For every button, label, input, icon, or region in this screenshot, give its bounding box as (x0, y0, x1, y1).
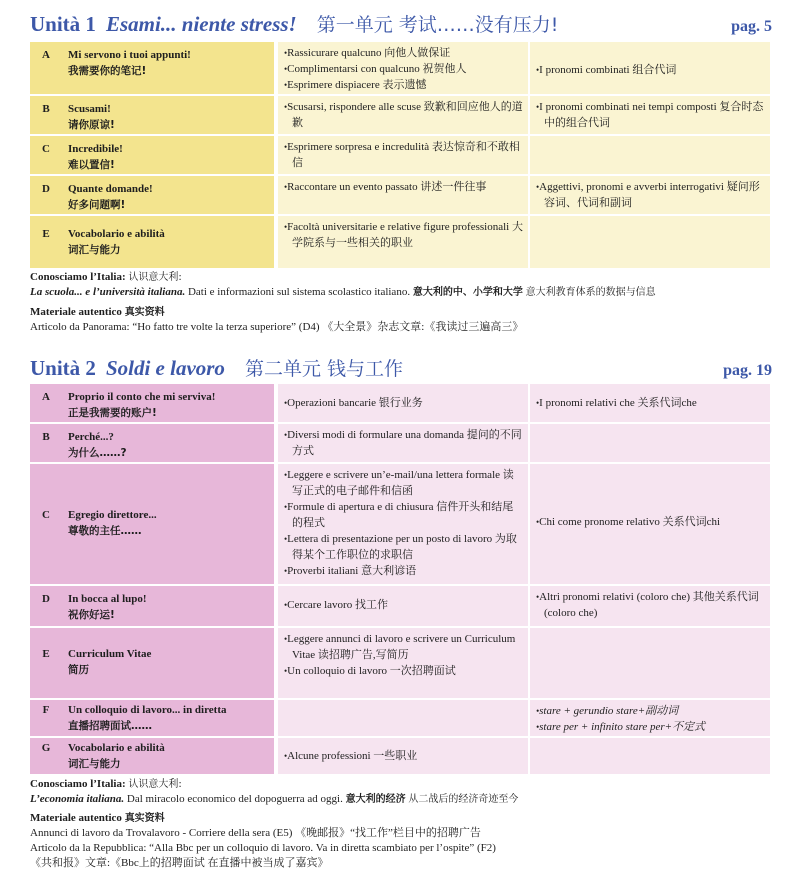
conosciamo-label-cn: 认识意大利: (128, 272, 182, 283)
row-functions (278, 136, 528, 174)
row-title-cn: 好多问题啊! (68, 199, 126, 211)
conosciamo-cn: 意大利教育体系的数据与信息 (525, 287, 656, 298)
row-letter: D (30, 586, 62, 626)
grammar-item: • Altri pronomi relativi (coloro che) 其他关系代词(coloro che) (536, 589, 766, 621)
function-item: • Formule di apertura e di chiusura 信件开头和结尾的程式 (284, 499, 524, 531)
unit-2-page: pag. 19 (723, 362, 772, 379)
row-title (62, 136, 274, 174)
function-item: • Un colloquio di lavoro 一次招聘面试 (284, 663, 524, 679)
conosciamo-text: Dati e informazioni sul sistema scolastico italiano. (187, 286, 411, 298)
conosciamo-line (30, 270, 775, 285)
row-title (62, 42, 274, 94)
row-letter: B (30, 96, 62, 134)
conosciamo-title: L’economia italiana. (30, 793, 125, 805)
unit-1-row-c (30, 136, 770, 174)
unit-2-title-cn: 第二单元 钱与工作 (244, 358, 403, 380)
row-title-cn: 我需要你的笔记! (68, 65, 147, 77)
materiale-line: Annunci di lavoro da Trovalavoro - Corriere della sera (E5) 《晚邮报》“找工作”栏目中的招聘广告 (30, 827, 481, 839)
unit-2-header (30, 354, 772, 381)
conosciamo-cn: 从二战后的经济奇迹至今 (408, 794, 519, 805)
row-functions (278, 176, 528, 214)
unit-1-subtitle: Esami... niente stress! (105, 12, 297, 36)
row-title-cn: 词汇与能力 (68, 758, 121, 770)
unit-1-header (30, 10, 772, 37)
row-title-cn: 正是我需要的账户! (68, 407, 157, 419)
unit-2-title: Unità 2 (30, 356, 96, 380)
function-item: • Leggere e scrivere un’e-mail/una lettera formale 读写正式的电子邮件和信函 (284, 467, 524, 499)
row-title (62, 384, 274, 422)
row-title-cn: 直播招聘面试…… (68, 720, 152, 732)
function-item: • Esprimere sorpresa e incredulità 表达惊奇和不敢相信 (284, 139, 524, 171)
conosciamo-label-cn: 认识意大利: (128, 779, 182, 790)
function-item: • Cercare lavoro 找工作 (284, 597, 524, 613)
unit-2-row-b (30, 424, 770, 462)
row-letter: E (30, 628, 62, 698)
function-item: • Proverbi italiani 意大利谚语 (284, 563, 524, 579)
row-title (62, 216, 274, 268)
row-title-it: Un colloquio di lavoro... in diretta (68, 704, 227, 716)
conosciamo-title: La scuola... e l’università italiana. (30, 286, 186, 298)
row-title-cn: 请你原谅! (68, 119, 115, 131)
conosciamo-cn-bold: 意大利的经济 (345, 794, 406, 805)
grammar-item: • I pronomi relativi che 关系代词che (536, 395, 766, 411)
row-title (62, 96, 274, 134)
materiale-label: Materiale autentico (30, 306, 122, 318)
row-letter: A (30, 42, 62, 94)
row-functions (278, 700, 528, 736)
row-letter: C (30, 464, 62, 584)
row-title-it: Curriculum Vitae (68, 648, 152, 660)
row-functions (278, 216, 528, 268)
unit-1-title: Unità 1 (30, 12, 96, 36)
row-title (62, 700, 274, 736)
row-grammar (530, 384, 770, 422)
row-letter: F (30, 700, 62, 736)
function-item: • Complimentarsi con qualcuno 祝贺他人 (284, 61, 524, 77)
unit-2-row-g (30, 738, 770, 774)
row-functions (278, 424, 528, 462)
row-functions (278, 96, 528, 134)
function-item: • Lettera di presentazione per un posto di lavoro 为取得某个工作职位的求职信 (284, 531, 524, 563)
function-item: • Esprimere dispiacere 表示遗憾 (284, 77, 524, 93)
conosciamo-content (30, 285, 775, 300)
row-grammar (530, 738, 770, 774)
row-title-it: Mi servono i tuoi appunti! (68, 49, 191, 61)
function-item: • Diversi modi di formulare una domanda 提问的不同方式 (284, 427, 524, 459)
materiale-line: Articolo da la Repubblica: “Alla Bbc per un colloquio di lavoro. Va in diretta scambiato per l’ospite” (F2) (30, 842, 496, 854)
unit-2-row-d (30, 586, 770, 626)
grammar-item: • I pronomi combinati nei tempi composti 复合时态中的组合代词 (536, 99, 766, 131)
row-functions (278, 384, 528, 422)
row-functions (278, 586, 528, 626)
row-functions (278, 628, 528, 698)
materiale-heading (30, 811, 775, 826)
function-item: • Facoltà universitarie e relative figure professionali 大学院系与一些相关的职业 (284, 219, 524, 251)
row-title-it: Vocabolario e abilità (68, 228, 165, 240)
row-title (62, 176, 274, 214)
unit-2-notes (30, 777, 775, 871)
row-letter: D (30, 176, 62, 214)
function-item: • Alcune professioni 一些职业 (284, 748, 524, 764)
row-title-cn: 为什么……? (68, 447, 127, 459)
unit-2-subtitle: Soldi e lavoro (105, 356, 225, 380)
conosciamo-text: Dal miracolo economico del dopoguerra ad oggi. (126, 793, 343, 805)
row-grammar (530, 700, 770, 736)
row-title-it: In bocca al lupo! (68, 593, 147, 605)
row-letter: E (30, 216, 62, 268)
unit-1-row-b (30, 96, 770, 134)
row-title-it: Vocabolario e abilità (68, 742, 165, 754)
row-functions (278, 738, 528, 774)
materiale-heading (30, 305, 775, 320)
row-title (62, 464, 274, 584)
row-title-cn: 祝你好运! (68, 609, 115, 621)
grammar-item: • Aggettivi, pronomi e avverbi interrogativi 疑问形容词、代词和副词 (536, 179, 766, 211)
conosciamo-label: Conosciamo l’Italia: (30, 778, 126, 790)
conosciamo-cn-bold: 意大利的中、小学和大学 (412, 287, 523, 298)
row-functions (278, 42, 528, 94)
function-item: • Rassicurare qualcuno 向他人做保证 (284, 45, 524, 61)
conosciamo-label: Conosciamo l’Italia: (30, 271, 126, 283)
row-title-cn: 简历 (68, 664, 89, 676)
row-title (62, 586, 274, 626)
function-item: • Leggere annunci di lavoro e scrivere un Curriculum Vitae 读招聘广告,写简历 (284, 631, 524, 663)
row-grammar (530, 628, 770, 698)
row-title-cn: 难以置信! (68, 159, 115, 171)
grammar-item: • stare per + infinito stare per+不定式 (536, 719, 766, 735)
grammar-item: • I pronomi combinati 组合代词 (536, 62, 766, 78)
row-title (62, 628, 274, 698)
row-title-it: Scusami! (68, 103, 111, 115)
row-letter: B (30, 424, 62, 462)
materiale-label-cn: 真实资料 (124, 813, 165, 824)
materiale-label: Materiale autentico (30, 812, 122, 824)
materiale-line: Articolo da Panorama: “Ho fatto tre volte la terza superiore” (D4) 《大全景》杂志文章:《我读过三遍高三》 (30, 321, 524, 333)
grammar-item: • Chi come pronome relativo 关系代词chi (536, 514, 766, 530)
row-title-it: Proprio il conto che mi serviva! (68, 391, 216, 403)
row-letter: G (30, 738, 62, 774)
row-title-it: Perché...? (68, 431, 114, 443)
function-item: • Scusarsi, rispondere alle scuse 致歉和回应他人的道歉 (284, 99, 524, 131)
unit-2-row-a (30, 384, 770, 422)
row-grammar (530, 42, 770, 94)
row-letter: C (30, 136, 62, 174)
row-title-it: Egregio direttore... (68, 509, 157, 521)
unit-1-row-a (30, 42, 770, 94)
unit-1-notes (30, 270, 775, 335)
unit-1-row-d (30, 176, 770, 214)
row-title-cn: 尊敬的主任…… (68, 525, 142, 537)
function-item: • Operazioni bancarie 银行业务 (284, 395, 524, 411)
row-grammar (530, 176, 770, 214)
row-grammar (530, 424, 770, 462)
conosciamo-line (30, 777, 775, 792)
row-grammar (530, 136, 770, 174)
unit-2-row-e (30, 628, 770, 698)
unit-1-row-e (30, 216, 770, 268)
materiale-line: 《共和报》文章:《Bbc上的招聘面试 在直播中被当成了嘉宾》 (30, 857, 329, 869)
row-grammar (530, 464, 770, 584)
row-title-it: Incredibile! (68, 143, 123, 155)
row-letter: A (30, 384, 62, 422)
row-grammar (530, 586, 770, 626)
unit-2-row-c (30, 464, 770, 584)
row-grammar (530, 216, 770, 268)
unit-2-row-f (30, 700, 770, 736)
row-functions (278, 464, 528, 584)
row-title (62, 738, 274, 774)
row-title-cn: 词汇与能力 (68, 244, 121, 256)
function-item: • Raccontare un evento passato 讲述一件往事 (284, 179, 524, 195)
grammar-item: • stare + gerundio stare+副动词 (536, 703, 766, 719)
row-title (62, 424, 274, 462)
row-grammar (530, 96, 770, 134)
conosciamo-content (30, 792, 775, 807)
row-title-it: Quante domande! (68, 183, 153, 195)
unit-1-page: pag. 5 (731, 18, 772, 35)
materiale-label-cn: 真实资料 (124, 307, 165, 318)
unit-1-title-cn: 第一单元 考试……没有压力! (316, 14, 559, 36)
